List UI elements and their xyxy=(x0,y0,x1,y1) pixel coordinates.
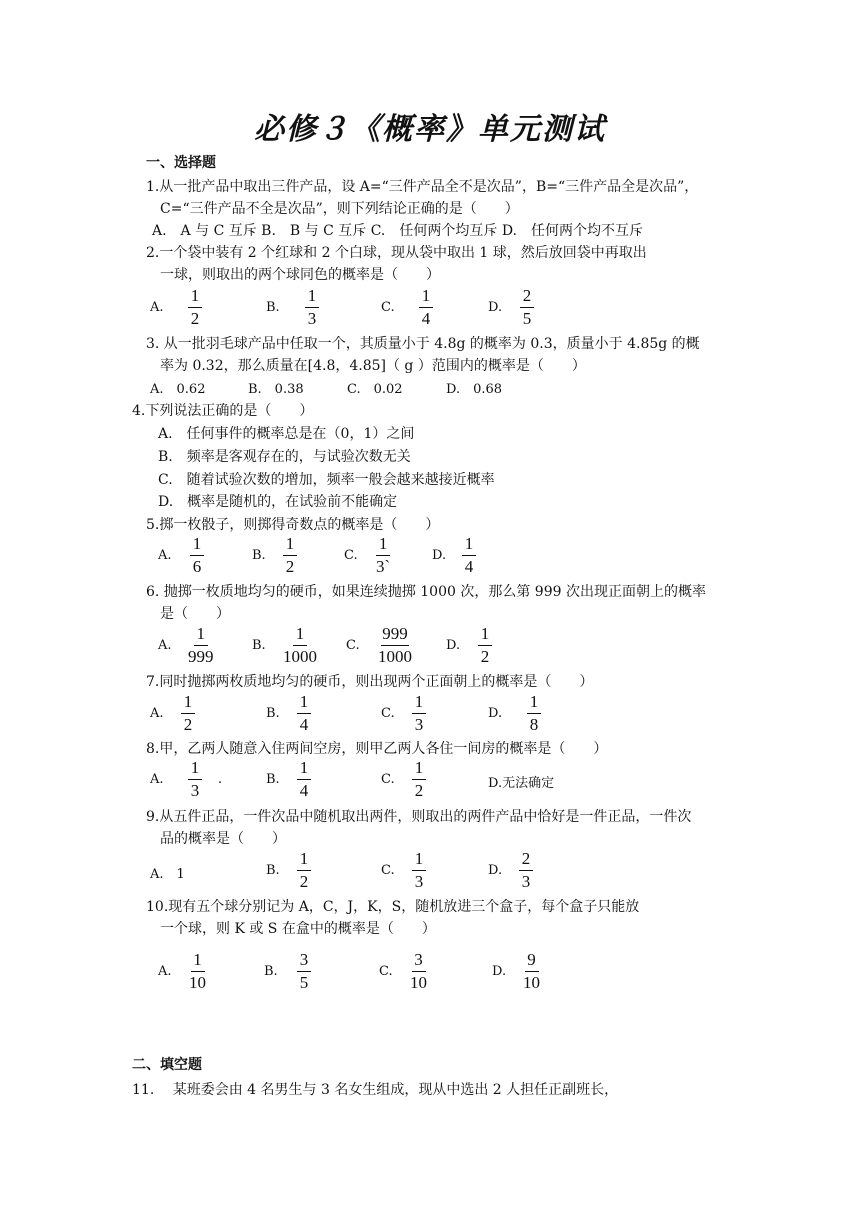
question-6-option-a-fraction xyxy=(188,624,214,667)
denominator: 10 xyxy=(189,973,206,992)
numerator: 1 xyxy=(419,286,433,308)
question-5-option-d-label: D. xyxy=(432,548,447,563)
question-5-option-b-fraction xyxy=(283,534,297,577)
question-5-option-c-fraction xyxy=(376,534,390,577)
question-2-option-a-label: A. xyxy=(150,300,164,315)
question-6-option-d-fraction xyxy=(478,624,492,667)
numerator: 1 xyxy=(412,692,426,714)
question-2-option-b-label: B. xyxy=(266,300,280,315)
question-8-line1: 8.甲，乙两人随意入住两间空房，则甲乙两人各住一间房的概率是（ ） xyxy=(146,741,608,757)
section-heading-fill-in: 二、填空题 xyxy=(132,1057,202,1073)
denominator: 1000 xyxy=(283,647,317,666)
question-3-option-b: B. 0.38 xyxy=(248,382,304,397)
question-10-option-c-fraction xyxy=(410,950,427,993)
denominator: 999 xyxy=(188,647,214,666)
question-8-option-c-label: C. xyxy=(381,772,395,787)
question-6-option-a-label: A. xyxy=(158,638,172,653)
question-9-line2: 品的概率是（ ） xyxy=(160,831,286,847)
question-8-option-c-fraction xyxy=(412,758,426,801)
question-5-option-a-fraction xyxy=(190,534,204,577)
numerator: 2 xyxy=(520,286,534,308)
question-4-option-c: C. 随着试验次数的增加，频率一般会越来越接近概率 xyxy=(158,472,495,488)
denominator: 8 xyxy=(529,715,539,734)
denominator: 3 xyxy=(521,872,531,891)
denominator: 2 xyxy=(414,781,424,800)
question-5-option-b-label: B. xyxy=(252,548,266,563)
question-2-option-b-fraction xyxy=(305,286,319,329)
question-4-option-b: B. 频率是客观存在的，与试验次数无关 xyxy=(158,449,411,465)
denominator: 4 xyxy=(421,309,431,328)
numerator: 1 xyxy=(462,534,476,556)
denominator: 5 xyxy=(299,973,309,992)
question-2-line2: 一球，则取出的两个球同色的概率是（ ） xyxy=(160,267,440,283)
denominator: 1000 xyxy=(378,647,412,666)
numerator: 3 xyxy=(297,950,311,972)
numerator: 1 xyxy=(297,692,311,714)
question-5-option-c-label: C. xyxy=(344,548,358,563)
numerator: 1 xyxy=(194,624,208,646)
denominator: 3 xyxy=(414,872,424,891)
numerator: 1 xyxy=(188,758,202,780)
question-7-option-d-fraction xyxy=(527,692,541,735)
question-8-option-a-fraction xyxy=(188,758,202,801)
question-3-line1: 3. 从一批羽毛球产品中任取一个，其质量小于 4.8g 的概率为 0.3，质量小于 4.85g 的概 xyxy=(146,336,700,352)
denominator: 4 xyxy=(299,715,309,734)
question-4-option-d: D. 概率是随机的，在试验前不能确定 xyxy=(158,494,398,510)
question-3-option-d: D. 0.68 xyxy=(446,382,503,397)
numerator: 999 xyxy=(381,624,409,646)
question-7-option-b-fraction xyxy=(297,692,311,735)
question-9-option-b-label: B. xyxy=(266,863,280,878)
question-1-line2: C=“三件产品不全是次品”，则下列结论正确的是（ ） xyxy=(160,201,519,217)
numerator: 1 xyxy=(527,692,541,714)
numerator: 1 xyxy=(305,286,319,308)
question-9-option-d-fraction xyxy=(519,849,533,892)
denominator: 5 xyxy=(522,309,532,328)
question-6-option-b-label: B. xyxy=(252,638,266,653)
question-7-option-c-label: C. xyxy=(381,706,395,721)
question-10-option-a-label: A. xyxy=(158,964,172,979)
page-title: 必修３《概率》单元测试 xyxy=(254,112,606,147)
question-2-line1: 2.一个袋中装有 2 个红球和 2 个白球，现从袋中取出 1 球，然后放回袋中再取出 xyxy=(146,245,647,261)
denominator: 2 xyxy=(183,715,193,734)
question-10-option-c-label: C. xyxy=(379,964,393,979)
question-2-option-d-label: D. xyxy=(488,300,503,315)
numerator: 1 xyxy=(283,534,297,556)
question-7-option-c-fraction xyxy=(412,692,426,735)
question-10-option-b-label: B. xyxy=(264,964,278,979)
denominator: 3 xyxy=(190,781,200,800)
question-9-option-c-label: C. xyxy=(381,863,395,878)
numerator: 1 xyxy=(190,534,204,556)
question-7-option-d-label: D. xyxy=(488,706,503,721)
denominator: 3` xyxy=(376,557,391,576)
numerator: 3 xyxy=(412,950,426,972)
denominator: 2 xyxy=(480,647,490,666)
question-10-option-b-fraction xyxy=(297,950,311,993)
question-3-option-a: A. 0.62 xyxy=(150,382,206,397)
question-5-line1: 5.掷一枚骰子，则掷得奇数点的概率是（ ） xyxy=(146,517,440,533)
question-1-options: A. A 与 C 互斥 B. B 与 C 互斥 C. 任何两个均互斥 D. 任何两个均不互斥 xyxy=(152,223,644,239)
question-8-option-a-label: A. xyxy=(150,772,164,787)
numerator: 1 xyxy=(188,286,202,308)
numerator: 1 xyxy=(412,758,426,780)
question-10-option-a-fraction xyxy=(189,950,206,993)
denominator: 2 xyxy=(190,309,200,328)
numerator: 1 xyxy=(293,624,307,646)
question-2-option-d-fraction xyxy=(520,286,534,329)
numerator: 1 xyxy=(181,692,195,714)
numerator: 1 xyxy=(297,758,311,780)
question-5-option-a-label: A. xyxy=(158,548,172,563)
denominator: 6 xyxy=(192,557,202,576)
numerator: 1 xyxy=(297,849,311,871)
question-6-option-b-fraction xyxy=(283,624,317,667)
question-10-option-d-label: D. xyxy=(492,964,507,979)
question-8-option-d: D.无法确定 xyxy=(488,776,555,791)
numerator: 1 xyxy=(478,624,492,646)
denominator: 4 xyxy=(299,781,309,800)
question-10-option-d-fraction xyxy=(523,950,540,993)
question-7-option-a-label: A. xyxy=(150,706,164,721)
question-6-line1: 6. 抛掷一枚质地均匀的硬币，如果连续抛掷 1000 次，那么第 999 次出现正面朝上的概率 xyxy=(146,584,706,600)
question-3-line2: 率为 0.32，那么质量在[4.8，4.85]（ g ）范围内的概率是（ ） xyxy=(160,358,586,374)
question-9-line1: 9.从五件正品，一件次品中随机取出两件，则取出的两件产品中恰好是一件正品，一件次 xyxy=(146,809,692,825)
denominator: 4 xyxy=(464,557,474,576)
question-9-option-b-fraction xyxy=(297,849,311,892)
question-6-option-d-label: D. xyxy=(446,638,461,653)
numerator: 1 xyxy=(376,534,390,556)
numerator: 9 xyxy=(525,950,539,972)
question-9-option-d-label: D. xyxy=(488,863,503,878)
question-5-option-d-fraction xyxy=(462,534,476,577)
denominator: 2 xyxy=(285,557,295,576)
question-7-option-b-label: B. xyxy=(266,706,280,721)
question-6-option-c-label: C. xyxy=(346,638,360,653)
question-7-option-a-fraction xyxy=(181,692,195,735)
question-11-line1: 11. 某班委会由 4 名男生与 3 名女生组成，现从中选出 2 人担任正副班长， xyxy=(132,1082,619,1098)
question-8-dot: . xyxy=(218,772,223,787)
numerator: 1 xyxy=(191,950,205,972)
denominator: 10 xyxy=(523,973,540,992)
question-8-option-b-label: B. xyxy=(266,772,280,787)
denominator: 10 xyxy=(410,973,427,992)
question-4-line1: 4.下列说法正确的是（ ） xyxy=(132,403,314,419)
denominator: 2 xyxy=(299,872,309,891)
question-4-option-a: A. 任何事件的概率总是在（0，1）之间 xyxy=(158,426,415,442)
question-3-option-c: C. 0.02 xyxy=(347,382,403,397)
question-10-line2: 一个球，则 K 或 S 在盒中的概率是（ ） xyxy=(160,921,436,937)
question-6-line2: 是（ ） xyxy=(160,606,230,622)
question-10-line1: 10.现有五个球分别记为 A，C，J，K，S，随机放进三个盒子，每个盒子只能放 xyxy=(146,899,640,915)
question-9-option-a: A. 1 xyxy=(150,867,185,882)
numerator: 1 xyxy=(412,849,426,871)
numerator: 2 xyxy=(519,849,533,871)
question-6-option-c-fraction xyxy=(378,624,412,667)
question-9-option-c-fraction xyxy=(412,849,426,892)
question-1-line1: 1.从一批产品中取出三件产品，设 A=“三件产品全不是次品”，B=“三件产品全是次品”， xyxy=(146,179,699,195)
question-2-option-c-fraction xyxy=(419,286,433,329)
question-2-option-c-label: C. xyxy=(381,300,395,315)
denominator: 3 xyxy=(414,715,424,734)
question-2-option-a-fraction xyxy=(188,286,202,329)
denominator: 3 xyxy=(307,309,317,328)
section-heading-choice: 一、选择题 xyxy=(146,155,216,171)
question-8-option-b-fraction xyxy=(297,758,311,801)
question-7-line1: 7.同时抛掷两枚质地均匀的硬币，则出现两个正面朝上的概率是（ ） xyxy=(146,674,594,690)
